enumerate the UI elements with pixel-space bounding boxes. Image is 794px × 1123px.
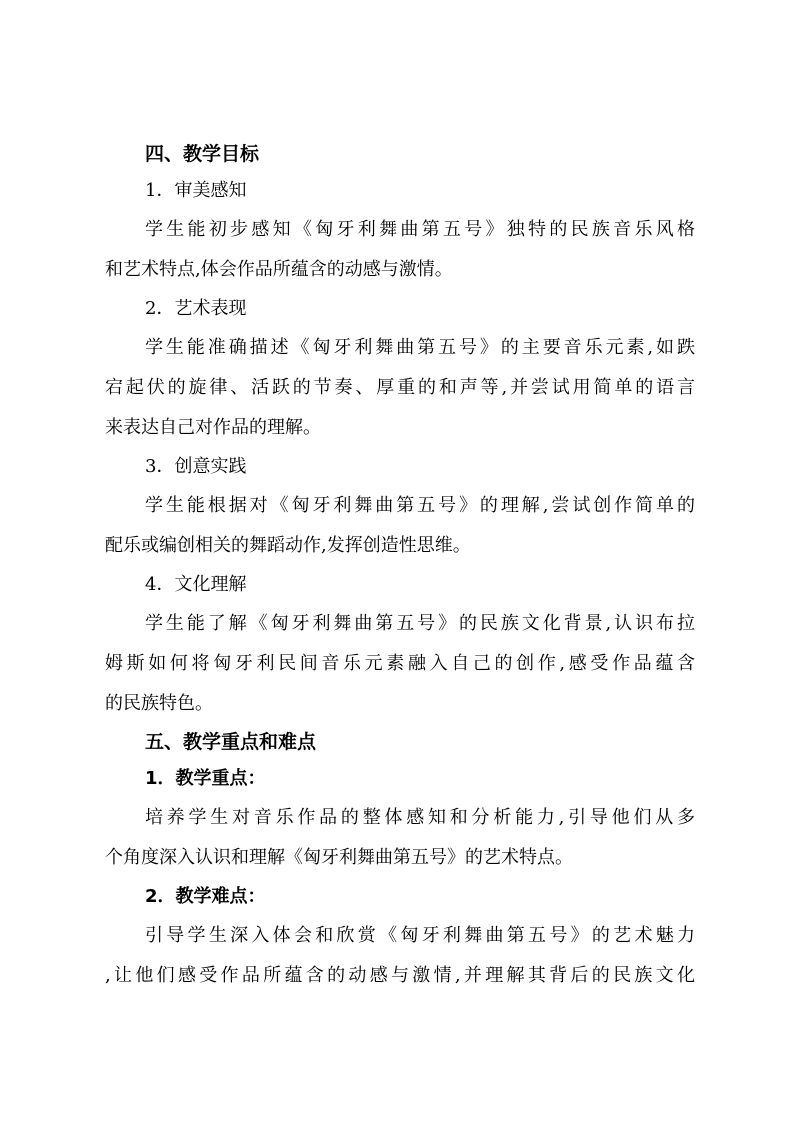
- subheading-aesthetic-perception: 1．审美感知: [145, 180, 247, 201]
- section-heading-key-points: 五、教学重点和难点: [145, 731, 317, 753]
- paragraph-line: ,让他们感受作品所蕴含的动感与激情,并理解其背后的民族文化: [105, 965, 695, 986]
- paragraph-line: 的民族特色。: [105, 693, 213, 714]
- paragraph-line: 来表达自己对作品的理解。: [105, 417, 321, 438]
- paragraph-cultural-understanding: [105, 604, 695, 724]
- paragraph-line: 培养学生对音乐作品的整体感知和分析能力,引导他们从多: [145, 807, 695, 828]
- paragraph-teaching-focus: [105, 798, 695, 878]
- subheading-creative-practice: 3．创意实践: [145, 456, 247, 477]
- subheading-cultural-understanding: 4．文化理解: [145, 574, 247, 595]
- paragraph-line: 姆斯如何将匈牙利民间音乐元素融入自己的创作,感受作品蕴含: [105, 653, 695, 674]
- paragraph-aesthetic-perception: [105, 210, 695, 290]
- document-body: [105, 136, 695, 996]
- paragraph-line: 学生能初步感知《匈牙利舞曲第五号》独特的民族音乐风格: [145, 219, 695, 240]
- paragraph-teaching-difficulty: [105, 916, 695, 996]
- paragraph-line: 宕起伏的旋律、活跃的节奏、厚重的和声等,并尝试用简单的语言: [105, 377, 695, 398]
- paragraph-creative-practice: [105, 486, 695, 566]
- paragraph-line: 学生能了解《匈牙利舞曲第五号》的民族文化背景,认识布拉: [145, 613, 695, 634]
- paragraph-line: 引导学生深入体会和欣赏《匈牙利舞曲第五号》的艺术魅力: [145, 925, 695, 946]
- paragraph-line: 配乐或编创相关的舞蹈动作,发挥创造性思维。: [105, 535, 471, 556]
- subheading-teaching-difficulty: 2．教学难点：: [145, 886, 266, 907]
- paragraph-line: 个角度深入认识和理解《匈牙利舞曲第五号》的艺术特点。: [105, 847, 573, 868]
- paragraph-artistic-expression: [105, 328, 695, 448]
- paragraph-line: 和艺术特点,体会作品所蕴含的动感与激情。: [105, 259, 453, 280]
- subheading-artistic-expression: 2．艺术表现: [145, 298, 247, 319]
- section-heading-teaching-goals: 四、教学目标: [145, 143, 260, 165]
- paragraph-line: 学生能根据对《匈牙利舞曲第五号》的理解,尝试创作简单的: [145, 495, 695, 516]
- subheading-teaching-focus: 1．教学重点：: [145, 768, 266, 789]
- paragraph-line: 学生能准确描述《匈牙利舞曲第五号》的主要音乐元素,如跌: [145, 337, 695, 358]
